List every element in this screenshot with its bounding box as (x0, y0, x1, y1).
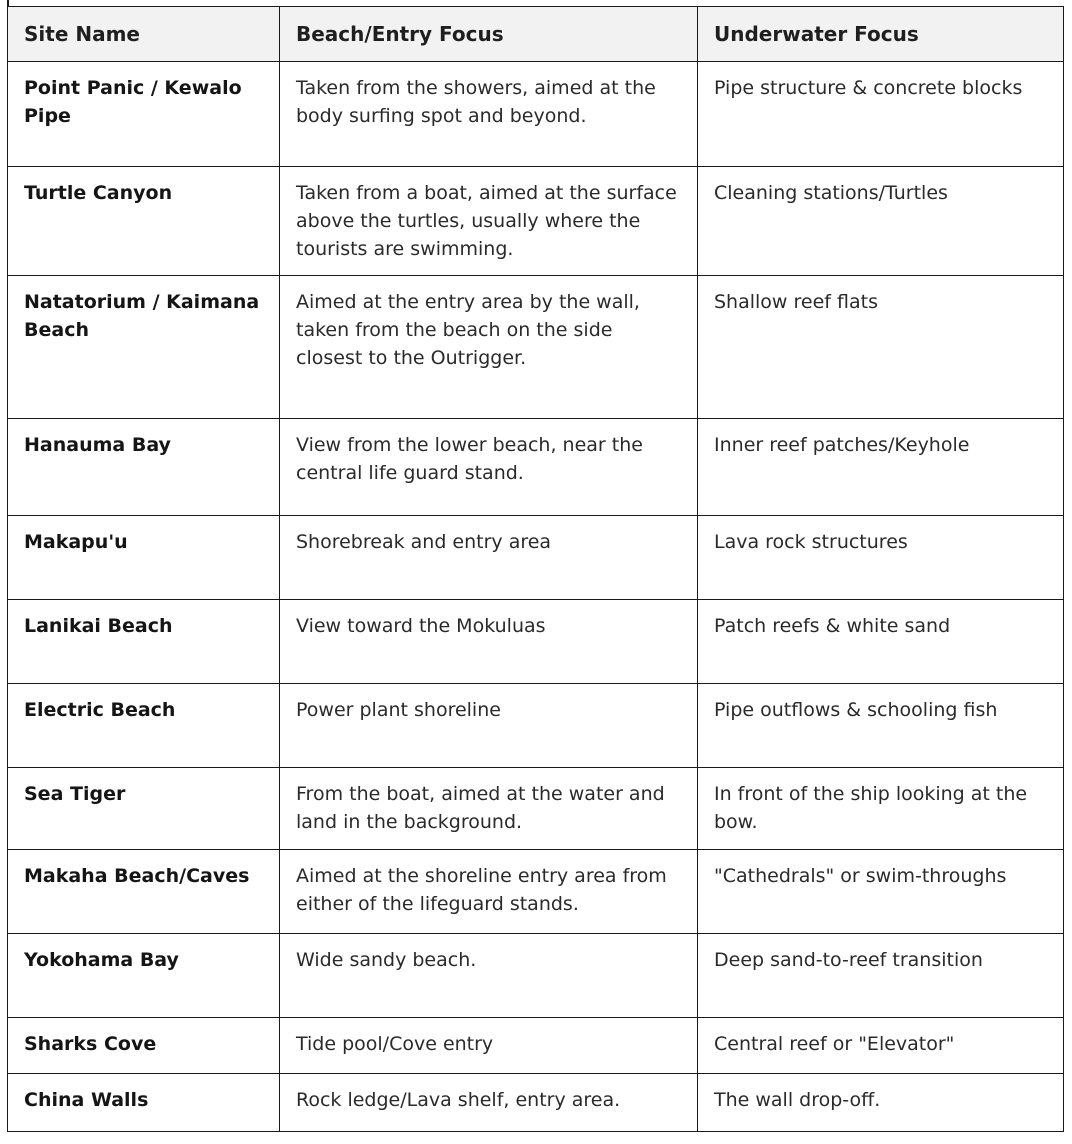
site-name-cell: Natatorium / Kaimana Beach (8, 276, 280, 419)
column-header-underwater-focus: Underwater Focus (698, 7, 1064, 62)
beach-focus-cell: Taken from the showers, aimed at the body surfing spot and beyond. (280, 62, 698, 167)
site-name-cell: Hanauma Bay (8, 419, 280, 516)
underwater-focus-cell: "Cathedrals" or swim-throughs (698, 850, 1064, 934)
dive-sites-table (7, 6, 1064, 1132)
beach-focus-cell: Wide sandy beach. (280, 934, 698, 1018)
table-row (8, 167, 1064, 276)
site-name-cell: Yokohama Bay (8, 934, 280, 1018)
underwater-focus-cell: Lava rock structures (698, 516, 1064, 600)
underwater-focus-cell: Cleaning stations/Turtles (698, 167, 1064, 276)
beach-focus-cell: Tide pool/Cove entry (280, 1018, 698, 1074)
site-name-cell: Electric Beach (8, 684, 280, 768)
beach-focus-cell: Aimed at the shoreline entry area from either of the lifeguard stands. (280, 850, 698, 934)
table-row (8, 684, 1064, 768)
underwater-focus-cell: Pipe outflows & schooling fish (698, 684, 1064, 768)
table-row (8, 850, 1064, 934)
underwater-focus-cell: Shallow reef flats (698, 276, 1064, 419)
table-row (8, 768, 1064, 850)
site-name-cell: Makaha Beach/Caves (8, 850, 280, 934)
site-name-cell: China Walls (8, 1074, 280, 1132)
site-name-cell: Lanikai Beach (8, 600, 280, 684)
table-row (8, 62, 1064, 167)
table-row (8, 934, 1064, 1018)
beach-focus-cell: View toward the Mokuluas (280, 600, 698, 684)
underwater-focus-cell: Central reef or "Elevator" (698, 1018, 1064, 1074)
beach-focus-cell: Shorebreak and entry area (280, 516, 698, 600)
underwater-focus-cell: In front of the ship looking at the bow. (698, 768, 1064, 850)
site-name-cell: Sharks Cove (8, 1018, 280, 1074)
underwater-focus-cell: Pipe structure & concrete blocks (698, 62, 1064, 167)
underwater-focus-cell: Patch reefs & white sand (698, 600, 1064, 684)
beach-focus-cell: Taken from a boat, aimed at the surface above the turtles, usually where the tourists are swimming. (280, 167, 698, 276)
beach-focus-cell: Aimed at the entry area by the wall, taken from the beach on the side closest to the Outrigger. (280, 276, 698, 419)
underwater-focus-cell: The wall drop-off. (698, 1074, 1064, 1132)
beach-focus-cell: Rock ledge/Lava shelf, entry area. (280, 1074, 698, 1132)
table-row (8, 1074, 1064, 1132)
site-name-cell: Turtle Canyon (8, 167, 280, 276)
site-name-cell: Sea Tiger (8, 768, 280, 850)
beach-focus-cell: Power plant shoreline (280, 684, 698, 768)
beach-focus-cell: View from the lower beach, near the central life guard stand. (280, 419, 698, 516)
table-row (8, 516, 1064, 600)
underwater-focus-cell: Inner reef patches/Keyhole (698, 419, 1064, 516)
table-row (8, 276, 1064, 419)
site-name-cell: Point Panic / Kewalo Pipe (8, 62, 280, 167)
table-row (8, 419, 1064, 516)
beach-focus-cell: From the boat, aimed at the water and land in the background. (280, 768, 698, 850)
column-header-beach-entry-focus: Beach/Entry Focus (280, 7, 698, 62)
site-name-cell: Makapu'u (8, 516, 280, 600)
underwater-focus-cell: Deep sand-to-reef transition (698, 934, 1064, 1018)
table-row (8, 1018, 1064, 1074)
table-row (8, 600, 1064, 684)
column-header-site-name: Site Name (8, 7, 280, 62)
table-header-row (8, 7, 1064, 62)
